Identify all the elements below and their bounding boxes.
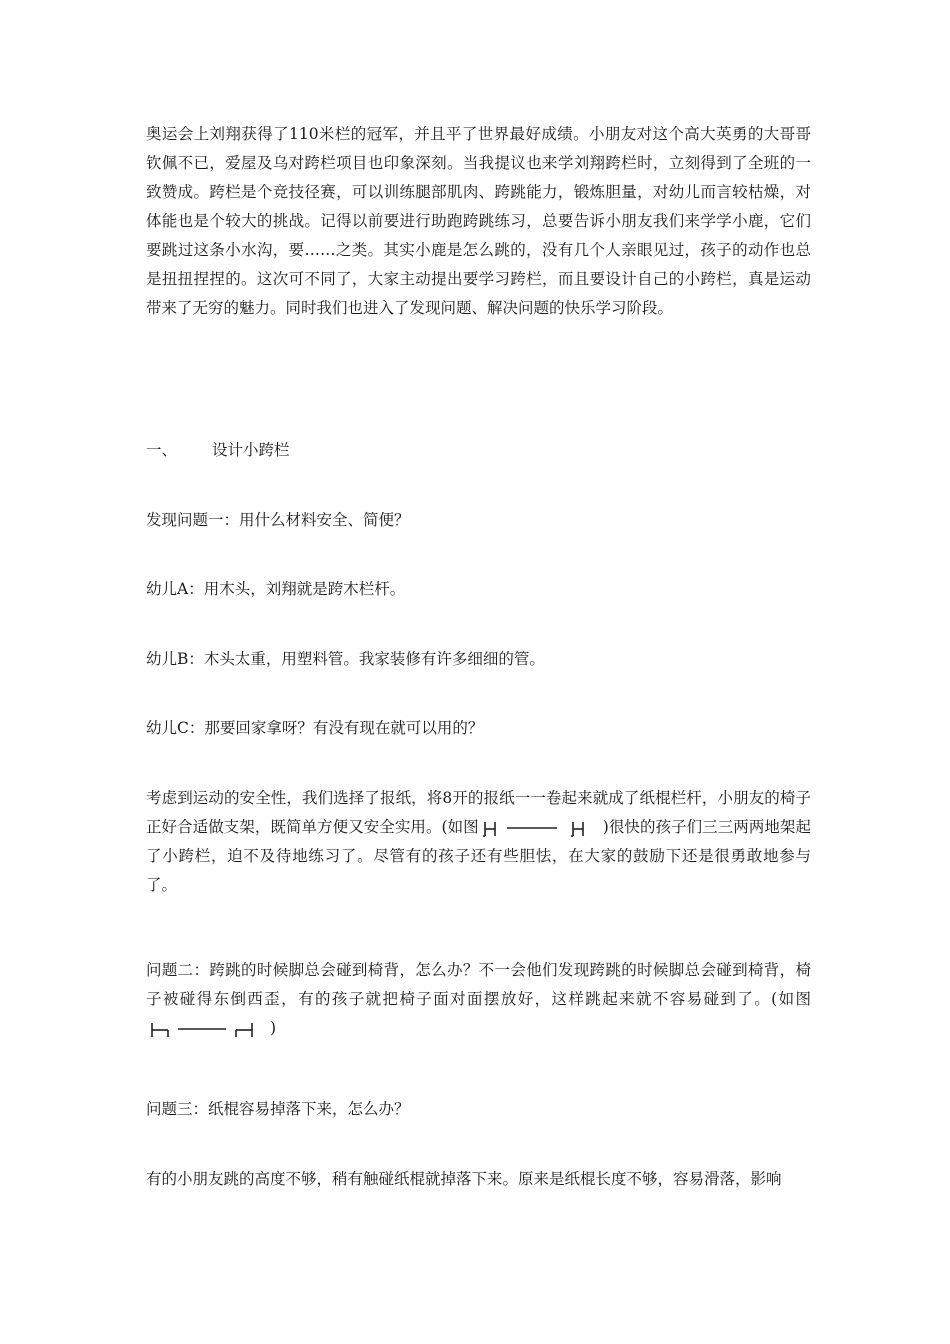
final-paragraph: 有的小朋友跳的高度不够，稍有触碰纸棍就掉落下来。原来是纸棍长度不够，容易滑落，影响	[146, 1170, 782, 1188]
hurdle-figure-one-drawing	[481, 819, 601, 837]
hurdle-figure-two	[148, 1020, 268, 1038]
question-two-text: 问题二：跨跳的时候脚总会碰到椅背，怎么办？不一会他们发现跨跳的时候脚总会碰到椅背，椅子被碰得东倒西歪，有的孩子就把椅子面对面摆放好，这样跳起来就不容易碰到了。(如图	[146, 961, 811, 1008]
child-a-answer: 幼儿A：用木头，刘翔就是跨木栏杆。	[146, 580, 406, 598]
question-two-close: )	[270, 1019, 277, 1037]
consideration-paragraph	[146, 784, 811, 900]
hurdle-figure-one	[481, 819, 601, 837]
hurdle-figure-two-drawing	[148, 1020, 268, 1038]
consideration-text-start: 考虑到运动的安全性，我们选择了报纸，将8开的报纸一一卷起来就成了纸棍栏杆，小朋友的椅子正好合适做支架，既简单方便又安全实用。(如图	[146, 789, 811, 836]
section-number: 一、	[146, 441, 178, 459]
consideration-text-end: )很快的孩子们三三两两地架起了小跨栏，迫不及待地练习了。尽管有的孩子还有些胆怯，在大家的鼓励下还是很勇敢地参与了。	[146, 818, 811, 894]
section-heading	[146, 436, 290, 465]
section-title: 设计小跨栏	[212, 441, 290, 459]
intro-paragraph: 奥运会上刘翔获得了110米栏的冠军，并且平了世界最好成绩。小朋友对这个高大英勇的大哥哥钦佩不已，爱屋及乌对跨栏项目也印象深刻。当我提议也来学刘翔跨栏时，立刻得到了全班的一致赞成。跨栏是个竞技径赛，可以训练腿部肌肉、跨跳能力，锻炼胆量，对幼儿而言较枯燥，对体能也是个较大的挑战。记得以前要进行助跑跨跳练习，总要告诉小朋友我们来学学小鹿，它们要跳过这条小水沟，要……之类。其实小鹿是怎么跳的，没有几个人亲眼见过，孩子的动作也总是扭扭捏捏的。这次可不同了，大家主动提出要学习跨栏，而且要设计自己的小跨栏，真是运动带来了无穷的魅力。同时我们也进入了发现问题、解决问题的快乐学习阶段。	[146, 125, 811, 317]
child-b-answer: 幼儿B：木头太重，用塑料管。我家装修有许多细细的管。	[146, 650, 545, 668]
child-c-answer: 幼儿C：那要回家拿呀？有没有现在就可以用的？	[146, 719, 484, 737]
question-one: 发现问题一：用什么材料安全、简便？	[146, 511, 410, 529]
question-three: 问题三：纸棍容易掉落下来，怎么办？	[146, 1100, 410, 1118]
question-two-paragraph	[146, 956, 811, 1043]
